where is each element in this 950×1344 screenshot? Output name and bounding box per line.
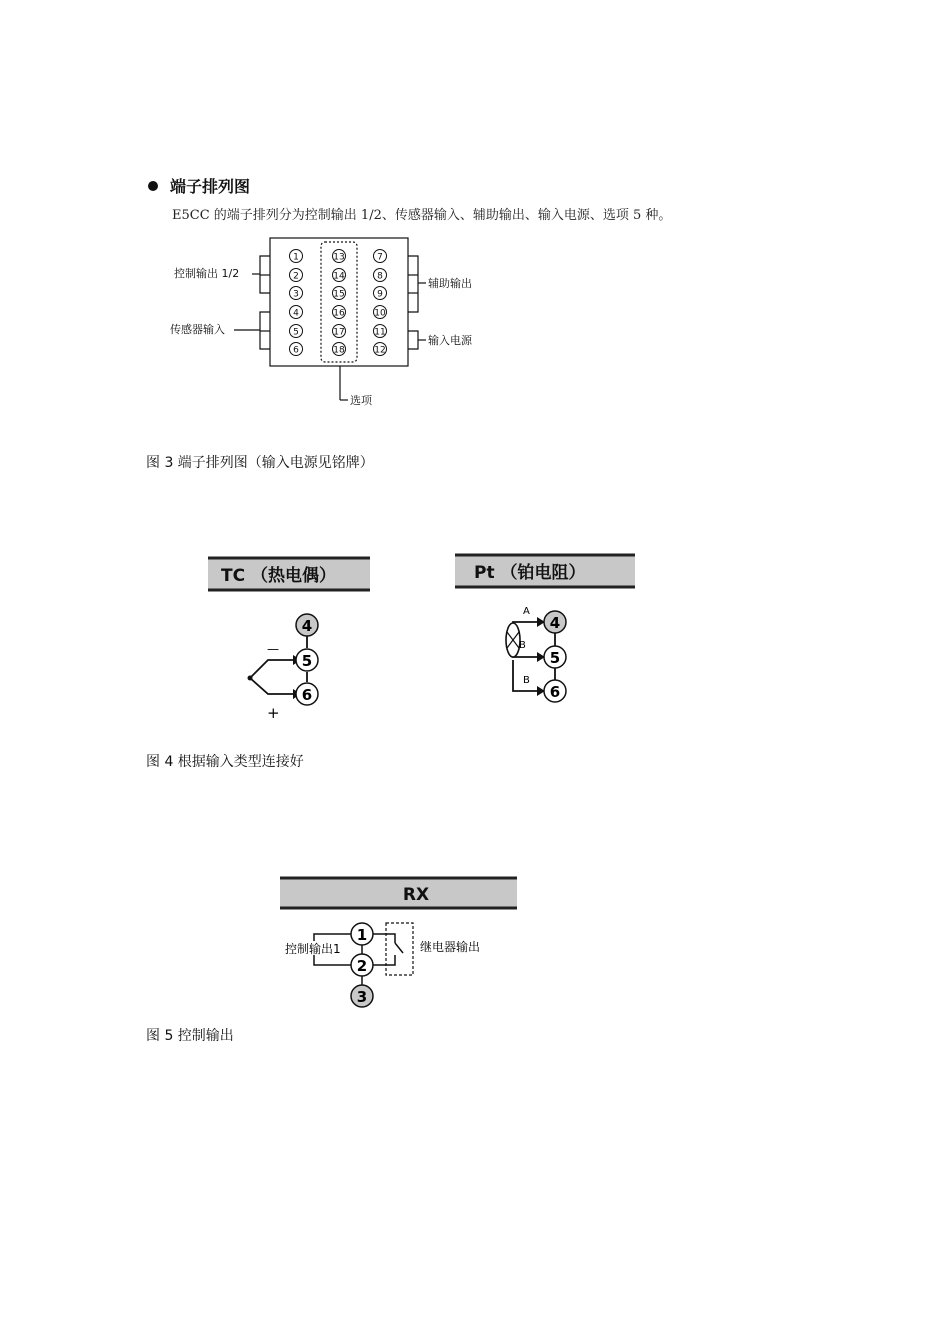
pt-wiring-diagram (452, 552, 638, 734)
left-terminal-2 (290, 269, 303, 282)
option-terminal-18 (333, 343, 346, 356)
left-terminal-6 (290, 343, 303, 356)
bullet-icon (148, 181, 158, 191)
svg-text:3: 3 (293, 289, 299, 300)
right-terminal-12 (374, 343, 387, 356)
option-terminal-16 (333, 306, 346, 319)
svg-text:10: 10 (374, 308, 386, 319)
section-heading (148, 174, 250, 197)
figure-5-caption: 图 5 控制输出 (146, 1028, 234, 1044)
svg-text:5: 5 (293, 327, 299, 338)
svg-text:5: 5 (549, 649, 561, 667)
left-terminal-1 (290, 250, 303, 263)
left-terminal-3 (290, 287, 303, 300)
pt-terminal-6 (544, 680, 566, 702)
option-terminal-17 (333, 325, 346, 338)
option-terminal-13 (333, 250, 346, 263)
svg-text:8: 8 (377, 271, 383, 282)
right-terminal-8 (374, 269, 387, 282)
svg-text:7: 7 (377, 252, 383, 263)
rx-terminal-2 (351, 954, 373, 976)
option-terminal-15 (333, 287, 346, 300)
svg-text:11: 11 (374, 327, 386, 338)
left-terminal-column (290, 250, 303, 356)
terminal-arrangement-diagram (160, 228, 500, 413)
pt-terminal-4 (544, 611, 566, 633)
right-terminal-9 (374, 287, 387, 300)
rx-title: RX (402, 885, 430, 905)
svg-text:13: 13 (333, 252, 345, 263)
sensor-input-label: 传感器输入 (170, 323, 225, 336)
svg-text:16: 16 (333, 308, 345, 319)
option-terminal-14 (333, 269, 346, 282)
section-heading-text: 端子排列图 (170, 177, 251, 196)
middle-terminal-column (333, 250, 346, 356)
tc-terminal-4 (296, 614, 318, 636)
svg-text:18: 18 (333, 345, 345, 356)
right-terminal-7 (374, 250, 387, 263)
svg-text:2: 2 (293, 271, 299, 282)
svg-text:5: 5 (301, 652, 313, 670)
svg-text:6: 6 (293, 345, 299, 356)
left-terminal-4 (290, 306, 303, 319)
right-terminal-column (374, 250, 387, 356)
aux-output-label: 辅助输出 (428, 277, 472, 290)
svg-text:3: 3 (356, 988, 368, 1006)
tc-title: TC （热电偶） (221, 566, 336, 586)
svg-text:4: 4 (293, 308, 299, 319)
svg-text:15: 15 (333, 289, 345, 300)
svg-text:6: 6 (301, 686, 313, 704)
figure-4-caption: 图 4 根据输入类型连接好 (146, 754, 304, 770)
section-description: E5CC 的端子排列分为控制输出 1/2、传感器输入、辅助输出、输入电源、选项 5 种。 (172, 208, 672, 223)
power-input-label: 输入电源 (428, 334, 472, 347)
pt-label-b1: B (519, 640, 526, 651)
figure-3-caption: 图 3 端子排列图（输入电源见铭牌） (146, 455, 374, 471)
right-terminal-11 (374, 325, 387, 338)
svg-text:4: 4 (549, 614, 561, 632)
tc-wiring-diagram (205, 555, 375, 735)
tc-plus-label: + (267, 704, 280, 722)
svg-text:12: 12 (374, 345, 386, 356)
tc-terminal-6 (296, 683, 318, 705)
pt-label-b2: B (523, 675, 530, 686)
svg-text:1: 1 (356, 926, 368, 944)
rx-wiring-diagram (278, 875, 520, 1015)
svg-text:1: 1 (293, 252, 299, 263)
svg-text:2: 2 (356, 957, 368, 975)
rx-terminal-1 (351, 923, 373, 945)
pt-label-a: A (523, 606, 530, 617)
tc-minus-label: — (267, 642, 279, 656)
svg-text:6: 6 (549, 683, 561, 701)
rx-relay-label: 继电器输出 (420, 940, 481, 954)
left-terminal-5 (290, 325, 303, 338)
control-output-label: 控制输出 1/2 (174, 267, 240, 280)
option-label: 选项 (350, 394, 372, 407)
tc-terminal-5 (296, 649, 318, 671)
svg-text:9: 9 (377, 289, 383, 300)
svg-text:4: 4 (301, 617, 313, 635)
svg-text:17: 17 (333, 327, 345, 338)
svg-text:14: 14 (333, 271, 345, 282)
pt-title: Pt （铂电阻） (474, 563, 586, 583)
rx-control-label: 控制输出1 (285, 942, 341, 956)
rx-terminal-3 (351, 985, 373, 1007)
right-terminal-10 (374, 306, 387, 319)
pt-terminal-5 (544, 646, 566, 668)
